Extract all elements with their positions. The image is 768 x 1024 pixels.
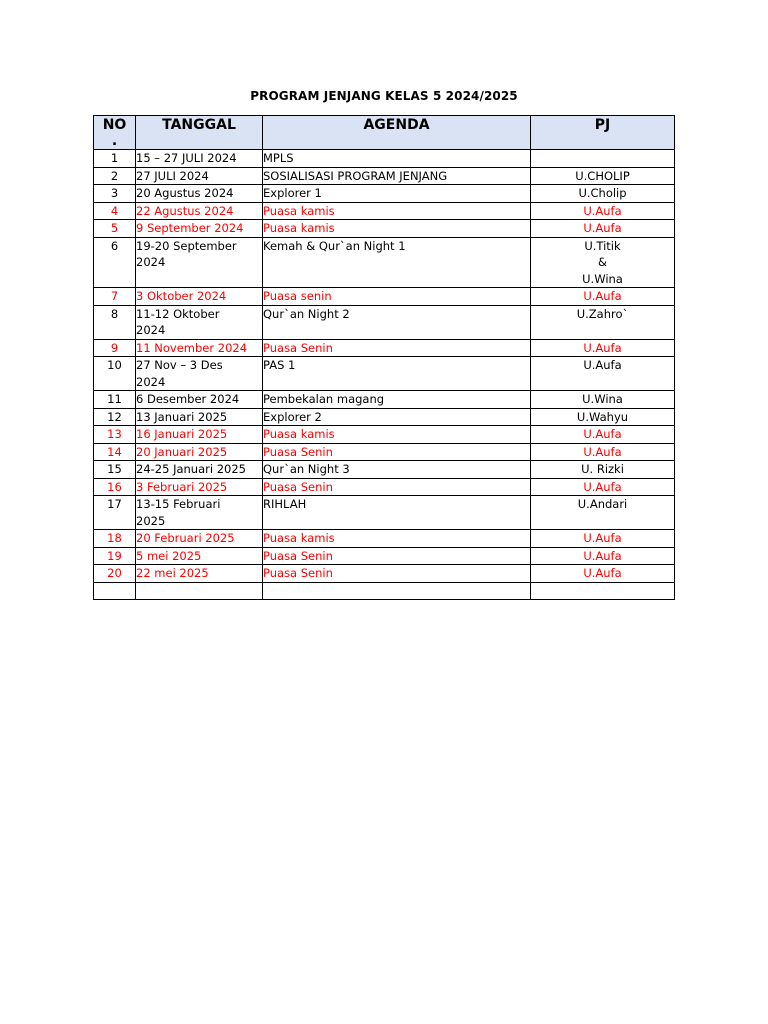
cell-pj <box>531 530 675 548</box>
header-no <box>94 116 136 150</box>
cell-no: 5 <box>94 220 136 238</box>
cell-no: 8 <box>94 305 136 339</box>
cell-date <box>136 530 263 548</box>
cell-pj-line: U.Aufa <box>583 444 622 459</box>
cell-date-line: 11-12 Oktober <box>136 306 220 321</box>
cell-date <box>136 496 263 530</box>
table-row <box>94 357 675 391</box>
cell-date <box>136 167 263 185</box>
document-title: PROGRAM JENJANG KELAS 5 2024/2025 <box>250 89 518 103</box>
table-row <box>94 547 675 565</box>
table-row <box>94 478 675 496</box>
cell-no: 15 <box>94 461 136 479</box>
cell-date <box>136 391 263 409</box>
cell-date-line: 24-25 Januari 2025 <box>136 462 246 476</box>
cell-no: 9 <box>94 339 136 357</box>
cell-pj <box>531 305 675 339</box>
table-row <box>94 305 675 339</box>
cell-date-line: 13-15 Februari <box>136 497 221 511</box>
cell-no: 20 <box>94 565 136 583</box>
cell-date-line: 5 mei 2025 <box>136 548 202 563</box>
cell-no: 7 <box>94 288 136 306</box>
cell-pj-line: U.Aufa <box>583 203 622 218</box>
cell-date <box>136 202 263 220</box>
cell-pj <box>531 150 675 168</box>
cell-date-line: 2024 <box>136 374 166 389</box>
cell-date-line: 27 Nov – 3 Des <box>136 358 223 372</box>
cell-pj <box>531 408 675 426</box>
cell-agenda: Qur`an Night 3 <box>263 461 531 479</box>
cell-pj-line: U.Wina <box>582 392 623 406</box>
cell-no: 14 <box>94 443 136 461</box>
cell-pj <box>531 496 675 530</box>
cell-date <box>136 478 263 496</box>
cell-pj-line: U.Aufa <box>583 358 622 372</box>
program-schedule-table <box>93 115 675 600</box>
empty-cell <box>136 582 263 599</box>
cell-no: 3 <box>94 185 136 203</box>
cell-date <box>136 288 263 306</box>
cell-no: 6 <box>94 237 136 288</box>
cell-pj-line: U.Cholip <box>578 186 627 200</box>
table-row <box>94 202 675 220</box>
cell-pj <box>531 185 675 203</box>
cell-date-line: 6 Desember 2024 <box>136 392 240 406</box>
cell-pj-line: U.Aufa <box>583 340 622 355</box>
cell-pj <box>531 547 675 565</box>
cell-pj-line: U.Aufa <box>583 531 622 545</box>
cell-agenda: Puasa kamis <box>263 530 531 548</box>
cell-no: 11 <box>94 391 136 409</box>
cell-date <box>136 339 263 357</box>
cell-agenda: Puasa kamis <box>263 426 531 444</box>
cell-pj-line: U.Andari <box>577 497 628 511</box>
cell-pj-line: U.CHOLIP <box>575 168 630 183</box>
table-row <box>94 443 675 461</box>
cell-agenda: Puasa Senin <box>263 478 531 496</box>
cell-pj <box>531 426 675 444</box>
cell-date <box>136 461 263 479</box>
cell-pj-line: U.Aufa <box>583 221 622 235</box>
cell-pj-line: U.Aufa <box>583 479 622 494</box>
cell-pj-line: U.Titik <box>584 238 621 253</box>
empty-table-row <box>94 582 675 599</box>
cell-no: 2 <box>94 167 136 185</box>
table-row <box>94 167 675 185</box>
table-row <box>94 461 675 479</box>
cell-no: 12 <box>94 408 136 426</box>
cell-agenda: Qur`an Night 2 <box>263 305 531 339</box>
cell-pj <box>531 391 675 409</box>
cell-agenda: Explorer 1 <box>263 185 531 203</box>
table-body <box>94 150 675 600</box>
cell-agenda: Puasa Senin <box>263 443 531 461</box>
cell-pj <box>531 202 675 220</box>
cell-date <box>136 305 263 339</box>
cell-pj-line: U. Rizki <box>581 462 624 476</box>
table-row <box>94 339 675 357</box>
cell-no: 4 <box>94 202 136 220</box>
empty-cell <box>263 582 531 599</box>
cell-no: 17 <box>94 496 136 530</box>
cell-pj <box>531 220 675 238</box>
table-row <box>94 237 675 288</box>
cell-date <box>136 443 263 461</box>
cell-no: 18 <box>94 530 136 548</box>
cell-no: 16 <box>94 478 136 496</box>
cell-date <box>136 150 263 168</box>
cell-pj-line: U.Zahro` <box>576 306 629 321</box>
cell-pj-line: U.Wina <box>582 271 623 286</box>
cell-agenda: Explorer 2 <box>263 408 531 426</box>
cell-date <box>136 547 263 565</box>
cell-no: 1 <box>94 150 136 168</box>
cell-pj <box>531 565 675 583</box>
cell-date-line: 20 Agustus 2024 <box>136 186 234 200</box>
table-row <box>94 150 675 168</box>
cell-date <box>136 220 263 238</box>
cell-no: 19 <box>94 547 136 565</box>
cell-pj <box>531 357 675 391</box>
cell-date-line: 11 November 2024 <box>136 340 248 355</box>
cell-agenda: Puasa kamis <box>263 220 531 238</box>
header-pj: PJ <box>531 116 675 150</box>
table-row <box>94 220 675 238</box>
table-row <box>94 426 675 444</box>
cell-date <box>136 408 263 426</box>
cell-date-line: 22 Agustus 2024 <box>136 203 234 218</box>
cell-date-line: 2024 <box>136 255 166 269</box>
table-row <box>94 391 675 409</box>
table-row <box>94 496 675 530</box>
cell-agenda: Pembekalan magang <box>263 391 531 409</box>
cell-date-line: 19-20 September <box>136 238 237 253</box>
cell-date-line: 9 September 2024 <box>136 221 244 235</box>
table-header-row <box>94 116 675 150</box>
cell-date-line: 2025 <box>136 513 166 528</box>
cell-date-line: 20 Februari 2025 <box>136 531 235 545</box>
cell-agenda: Puasa senin <box>263 288 531 306</box>
cell-agenda: Puasa kamis <box>263 202 531 220</box>
cell-pj <box>531 443 675 461</box>
table-row <box>94 530 675 548</box>
cell-agenda: SOSIALISASI PROGRAM JENJANG <box>263 167 531 185</box>
cell-pj <box>531 461 675 479</box>
cell-pj-line: U.Aufa <box>583 427 622 441</box>
cell-date <box>136 426 263 444</box>
cell-date <box>136 237 263 288</box>
cell-pj <box>531 339 675 357</box>
cell-date-line: 16 Januari 2025 <box>136 427 228 441</box>
cell-date <box>136 565 263 583</box>
cell-pj-line: U.Wahyu <box>576 409 629 424</box>
cell-agenda: MPLS <box>263 150 531 168</box>
table-row <box>94 288 675 306</box>
cell-date-line: 22 mei 2025 <box>136 566 209 580</box>
cell-agenda: Puasa Senin <box>263 339 531 357</box>
cell-agenda: Kemah & Qur`an Night 1 <box>263 237 531 288</box>
cell-date-line: 13 Januari 2025 <box>136 409 228 424</box>
table-row <box>94 185 675 203</box>
cell-agenda: RIHLAH <box>263 496 531 530</box>
cell-no: 13 <box>94 426 136 444</box>
cell-date <box>136 357 263 391</box>
empty-cell <box>94 582 136 599</box>
header-no-line2: . <box>111 133 118 149</box>
table-row <box>94 408 675 426</box>
table-row <box>94 565 675 583</box>
cell-no: 10 <box>94 357 136 391</box>
cell-date <box>136 185 263 203</box>
cell-date-line: 2024 <box>136 323 166 337</box>
cell-date-line: 27 JULI 2024 <box>136 168 209 183</box>
cell-date-line: 3 Oktober 2024 <box>136 289 227 303</box>
empty-cell <box>531 582 675 599</box>
header-date: TANGGAL <box>136 116 263 150</box>
header-agenda: AGENDA <box>263 116 531 150</box>
cell-agenda: Puasa Senin <box>263 565 531 583</box>
cell-date-line: 3 Februari 2025 <box>136 479 228 494</box>
cell-date-line: 15 – 27 JULI 2024 <box>136 151 237 165</box>
cell-pj <box>531 478 675 496</box>
cell-pj <box>531 288 675 306</box>
cell-pj-line: U.Aufa <box>583 289 622 303</box>
cell-date-line: 20 Januari 2025 <box>136 444 228 459</box>
cell-agenda: PAS 1 <box>263 357 531 391</box>
cell-pj-line: U.Aufa <box>583 566 622 580</box>
cell-pj <box>531 167 675 185</box>
cell-pj <box>531 237 675 288</box>
cell-agenda: Puasa Senin <box>263 547 531 565</box>
cell-pj-line: & <box>598 255 607 269</box>
header-no-line1: NO <box>102 117 127 133</box>
cell-pj-line: U.Aufa <box>583 548 622 563</box>
